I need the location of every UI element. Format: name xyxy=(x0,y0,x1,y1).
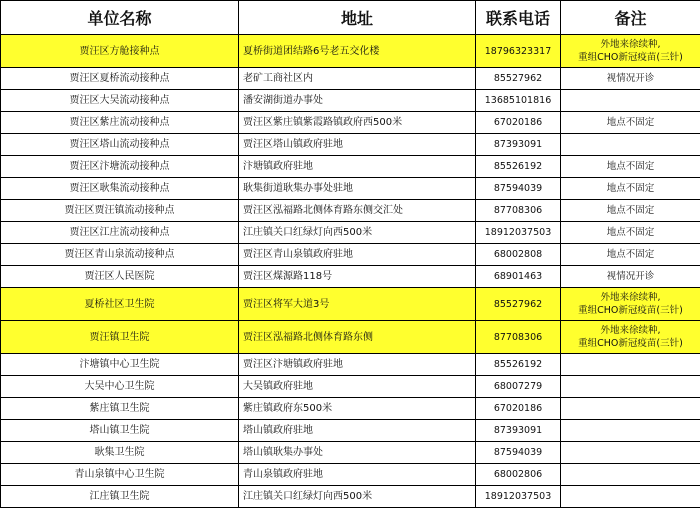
cell-phone: 18912037503 xyxy=(476,222,561,244)
cell-phone: 85526192 xyxy=(476,156,561,178)
table-row xyxy=(1,68,700,90)
cell-note xyxy=(561,398,700,420)
cell-note xyxy=(561,420,700,442)
table-row xyxy=(1,222,700,244)
note-line: 地点不固定 xyxy=(606,249,655,260)
cell-note xyxy=(561,321,700,354)
cell-address: 汴塘镇政府驻地 xyxy=(239,156,476,178)
cell-phone: 87708306 xyxy=(476,200,561,222)
cell-name: 夏桥社区卫生院 xyxy=(1,288,239,321)
cell-address: 贾汪区泓福路北侧体育路东侧 xyxy=(239,321,476,354)
table-row xyxy=(1,35,700,68)
cell-address: 贾汪区紫庄镇紫霞路镇政府西500米 xyxy=(239,112,476,134)
note-line: 视情况开诊 xyxy=(606,73,655,84)
cell-phone: 87594039 xyxy=(476,442,561,464)
table-row xyxy=(1,376,700,398)
cell-address: 大吴镇政府驻地 xyxy=(239,376,476,398)
cell-address: 紫庄镇政府东500米 xyxy=(239,398,476,420)
cell-name: 贾汪区江庄流动接种点 xyxy=(1,222,239,244)
note-line: 重组CHO新冠疫苗(三针) xyxy=(578,305,683,316)
cell-name: 贾汪区汴塘流动接种点 xyxy=(1,156,239,178)
cell-name: 贾汪区大吴流动接种点 xyxy=(1,90,239,112)
table-body xyxy=(1,35,700,508)
table-row xyxy=(1,134,700,156)
cell-address: 塔山镇耿集办事处 xyxy=(239,442,476,464)
cell-note xyxy=(561,486,700,508)
note-line: 重组CHO新冠疫苗(三针) xyxy=(578,52,683,63)
cell-note xyxy=(561,376,700,398)
cell-phone: 85527962 xyxy=(476,288,561,321)
cell-name: 贾汪区贾汪镇流动接种点 xyxy=(1,200,239,222)
note-line: 地点不固定 xyxy=(606,117,655,128)
table-row xyxy=(1,112,700,134)
cell-phone: 13685101816 xyxy=(476,90,561,112)
cell-name: 贾汪区人民医院 xyxy=(1,266,239,288)
note-line: 地点不固定 xyxy=(606,227,655,238)
cell-phone: 67020186 xyxy=(476,112,561,134)
cell-note xyxy=(561,178,700,200)
cell-address: 贾汪区青山泉镇政府驻地 xyxy=(239,244,476,266)
table-row xyxy=(1,420,700,442)
cell-name: 贾汪区耿集流动接种点 xyxy=(1,178,239,200)
cell-note xyxy=(561,134,700,156)
table-row xyxy=(1,398,700,420)
table-row xyxy=(1,354,700,376)
table-header-row xyxy=(1,1,700,35)
note-line: 重组CHO新冠疫苗(三针) xyxy=(578,338,683,349)
header-name: 单位名称 xyxy=(1,1,239,35)
cell-address: 耿集街道耿集办事处驻地 xyxy=(239,178,476,200)
cell-note xyxy=(561,68,700,90)
note-line: 外地来徐续种, xyxy=(600,39,661,50)
table-row xyxy=(1,156,700,178)
cell-name: 大吴中心卫生院 xyxy=(1,376,239,398)
cell-note xyxy=(561,200,700,222)
cell-address: 贾汪区塔山镇政府驻地 xyxy=(239,134,476,156)
cell-note xyxy=(561,35,700,68)
cell-address: 贾汪区将军大道3号 xyxy=(239,288,476,321)
header-address: 地址 xyxy=(239,1,476,35)
cell-phone: 87594039 xyxy=(476,178,561,200)
table-row xyxy=(1,200,700,222)
cell-address: 贾汪区煤源路118号 xyxy=(239,266,476,288)
cell-note xyxy=(561,112,700,134)
cell-name: 贾汪镇卫生院 xyxy=(1,321,239,354)
cell-phone: 68002806 xyxy=(476,464,561,486)
cell-name: 贾汪区塔山流动接种点 xyxy=(1,134,239,156)
cell-note xyxy=(561,244,700,266)
cell-phone: 85526192 xyxy=(476,354,561,376)
cell-phone: 18796323317 xyxy=(476,35,561,68)
header-note: 备注 xyxy=(561,1,700,35)
cell-address: 江庄镇关口红绿灯向西500米 xyxy=(239,222,476,244)
note-line: 外地来徐续种, xyxy=(600,325,661,336)
cell-name: 塔山镇卫生院 xyxy=(1,420,239,442)
cell-name: 贾汪区青山泉流动接种点 xyxy=(1,244,239,266)
cell-phone: 68901463 xyxy=(476,266,561,288)
cell-address: 贾汪区泓福路北侧体育路东侧交汇处 xyxy=(239,200,476,222)
cell-name: 汴塘镇中心卫生院 xyxy=(1,354,239,376)
table-row xyxy=(1,321,700,354)
cell-address: 青山泉镇政府驻地 xyxy=(239,464,476,486)
table-row xyxy=(1,288,700,321)
cell-address: 潘安湖街道办事处 xyxy=(239,90,476,112)
cell-note xyxy=(561,222,700,244)
cell-note xyxy=(561,90,700,112)
cell-note xyxy=(561,156,700,178)
cell-phone: 87393091 xyxy=(476,134,561,156)
note-line: 地点不固定 xyxy=(606,161,655,172)
cell-note xyxy=(561,354,700,376)
cell-note xyxy=(561,464,700,486)
note-line: 视情况开诊 xyxy=(606,271,655,282)
cell-name: 耿集卫生院 xyxy=(1,442,239,464)
table-row xyxy=(1,442,700,464)
cell-address: 夏桥街道团结路6号老五交化楼 xyxy=(239,35,476,68)
cell-note xyxy=(561,266,700,288)
cell-note xyxy=(561,288,700,321)
cell-phone: 68007279 xyxy=(476,376,561,398)
cell-name: 贾汪区夏桥流动接种点 xyxy=(1,68,239,90)
cell-note xyxy=(561,442,700,464)
cell-address: 塔山镇政府驻地 xyxy=(239,420,476,442)
table-row xyxy=(1,90,700,112)
cell-phone: 87393091 xyxy=(476,420,561,442)
cell-phone: 85527962 xyxy=(476,68,561,90)
header-phone: 联系电话 xyxy=(476,1,561,35)
cell-address: 贾汪区汴塘镇政府驻地 xyxy=(239,354,476,376)
cell-name: 青山泉镇中心卫生院 xyxy=(1,464,239,486)
cell-name: 贾汪区紫庄流动接种点 xyxy=(1,112,239,134)
cell-phone: 68002808 xyxy=(476,244,561,266)
cell-name: 贾汪区方舱接种点 xyxy=(1,35,239,68)
note-line: 外地来徐续种, xyxy=(600,292,661,303)
table-row xyxy=(1,178,700,200)
note-line: 地点不固定 xyxy=(606,183,655,194)
cell-name: 紫庄镇卫生院 xyxy=(1,398,239,420)
table-row xyxy=(1,464,700,486)
cell-address: 老矿工商社区内 xyxy=(239,68,476,90)
table-row xyxy=(1,244,700,266)
cell-name: 江庄镇卫生院 xyxy=(1,486,239,508)
cell-phone: 67020186 xyxy=(476,398,561,420)
note-line: 地点不固定 xyxy=(606,205,655,216)
table-row xyxy=(1,266,700,288)
table-row xyxy=(1,486,700,508)
cell-phone: 87708306 xyxy=(476,321,561,354)
cell-phone: 18912037503 xyxy=(476,486,561,508)
cell-address: 江庄镇关口红绿灯向西500米 xyxy=(239,486,476,508)
